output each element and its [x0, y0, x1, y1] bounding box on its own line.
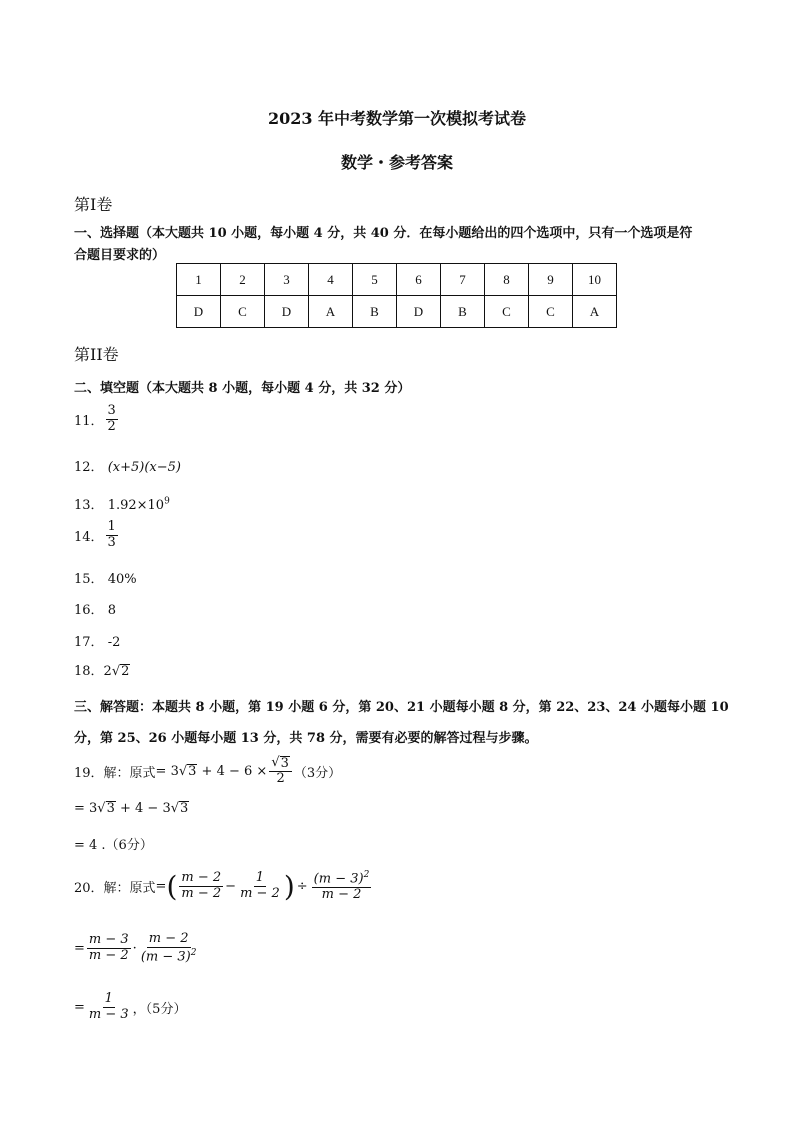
solution-20-line2: = $\frac{m - 3}{m - 2}$ · $\frac{m - 2}{(m - 3)^2}$ [74, 931, 197, 965]
fraction: $\frac{1}{3}$ [107, 519, 116, 550]
page-subtitle: 数学・参考答案 [340, 153, 453, 172]
table-cell: D [397, 296, 441, 328]
answer-12 [74, 456, 181, 475]
table-row-numbers [177, 264, 617, 296]
solution-20-line1: 20．解：原式 = ( $\frac{m - 2}{m - 2}$ − $\frac{1}{m - 2}$ ) ÷ $\frac{(m - 3)^2}{m - 2}$ [74, 869, 370, 903]
answer-15 [74, 568, 137, 587]
answer-11 [74, 404, 120, 435]
table-cell: C [221, 296, 265, 328]
sqrt: √ 2 [111, 663, 130, 679]
question-number: 12． [74, 460, 104, 475]
table-cell: 1 [177, 264, 221, 296]
answer-text: (x+5)(x−5) [107, 460, 181, 475]
solve-section-title-cont: 分，第 25、26 小题每小题 13 分，共 78 分，需要有必要的解答过程与步骤。 [74, 731, 538, 746]
fraction: √ 3 2 [269, 756, 292, 787]
table-cell: 3 [265, 264, 309, 296]
question-number: 18． [74, 664, 104, 679]
table-cell: 2 [221, 264, 265, 296]
solve-section-title: 三、解答题：本题共 8 小题，第 19 小题 6 分，第 20、21 小题每小题 8 分，第 22、23、24 小题每小题 10 [74, 700, 729, 715]
answer-18 [74, 660, 130, 679]
table-cell: D [265, 296, 309, 328]
answer-text: 8 [107, 603, 116, 618]
table-cell: 5 [353, 264, 397, 296]
fill-section-title: 二、填空题（本大题共 8 小题，每小题 4 分，共 32 分） [74, 381, 411, 396]
question-number: 15． [74, 572, 104, 587]
solution-19-line3: = 4 .（6分） [74, 838, 153, 853]
table-cell: 10 [573, 264, 617, 296]
question-number: 13． [74, 498, 104, 513]
answer-exponent: 9 [164, 496, 170, 507]
part1-heading: 第Ⅰ卷 [74, 195, 113, 214]
answer-13 [74, 494, 170, 513]
question-number: 11． [74, 413, 104, 429]
answer-text: 40% [107, 572, 137, 587]
question-number: 16． [74, 603, 104, 618]
table-cell: 7 [441, 264, 485, 296]
answer-17 [74, 631, 120, 650]
answer-base: 1.92×10 [107, 498, 165, 513]
table-cell: C [485, 296, 529, 328]
solution-19-line2: = 3 √ 3 + 4 − 3 √ 3 [74, 801, 189, 817]
fraction: $\frac{3}{2}$ [107, 403, 116, 434]
part2-heading: 第II卷 [74, 345, 119, 364]
score: （3分） [293, 766, 342, 782]
question-number: 14． [74, 529, 104, 545]
table-cell: 8 [485, 264, 529, 296]
answer-16 [74, 599, 116, 618]
table-cell: A [309, 296, 353, 328]
table-cell: D [177, 296, 221, 328]
table-cell: 9 [529, 264, 573, 296]
answer-14 [74, 520, 120, 551]
table-cell: 4 [309, 264, 353, 296]
table-cell: B [441, 296, 485, 328]
choice-section-title: 一、选择题（本大题共 10 小题，每小题 4 分，共 40 分．在每小题给出的四个选项中，只有一个选项是符 [74, 226, 693, 241]
sqrt: √ 3 [178, 763, 197, 780]
choice-section-title-cont: 合题目要求的） [74, 248, 166, 263]
solution-20-line3: = $\frac{1}{m - 3}$ ，（5分） [74, 991, 187, 1022]
answer-text: -2 [107, 635, 121, 650]
table-cell: B [353, 296, 397, 328]
answer-table [176, 263, 617, 328]
table-cell: A [573, 296, 617, 328]
solution-19-line1: 19．解：原式 = 3 √ 3 + 4 − 6 × √ 3 2 （3分） [74, 755, 342, 787]
question-number: 17． [74, 635, 104, 650]
page-title: 2023 年中考数学第一次模拟考试卷 [267, 109, 527, 128]
table-cell: 6 [397, 264, 441, 296]
table-row-answers [177, 296, 617, 328]
coefficient: 2 [103, 664, 112, 679]
table-cell: C [529, 296, 573, 328]
